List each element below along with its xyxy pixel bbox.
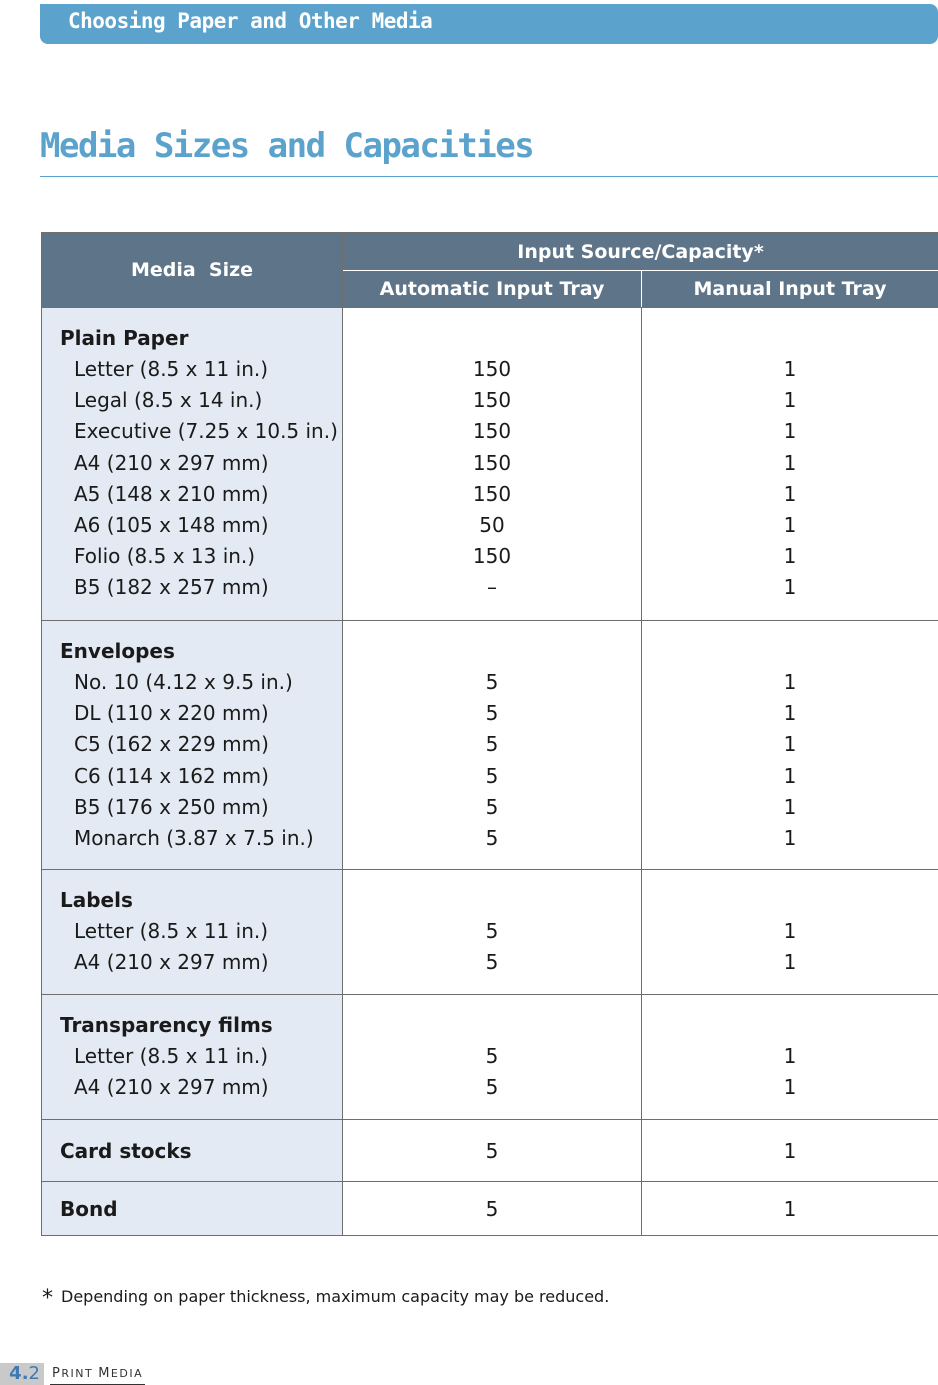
media-size-item: DL (110 x 220 mm) [74,701,269,726]
manual-tray-value: 1 [783,1075,797,1100]
automatic-tray-value: 150 [472,481,512,506]
section-title: Media Sizes and Capacities [40,126,534,166]
automatic-tray-cell [343,995,642,1120]
media-size-cell [42,308,343,621]
manual-tray-cell [642,870,938,995]
footnote [42,1286,609,1311]
media-size-item: Executive (7.25 x 10.5 in.) [74,419,338,444]
column-header-manual-tray: Manual Input Tray [642,271,938,308]
media-size-item: Letter (8.5 x 11 in.) [74,919,269,943]
media-size-item: Letter (8.5 x 11 in.) [74,1044,269,1068]
automatic-tray-value: 5 [485,919,499,943]
manual-tray-value: 1 [783,950,797,975]
manual-tray-value: 1 [783,388,797,413]
manual-tray-value: 1 [783,825,797,850]
manual-tray-cell [642,621,938,870]
manual-tray-value: 1 [783,512,797,537]
page-footer [0,1363,260,1385]
footnote-asterisk: * [42,1286,53,1311]
footnote-text: Depending on paper thickness, maximum capacity may be reduced. [61,1287,610,1306]
media-size-item: A4 (210 x 297 mm) [74,950,269,975]
media-size-item: A4 (210 x 297 mm) [74,450,269,475]
manual-tray-value: 1 [642,1182,938,1236]
media-size-item: C5 (162 x 229 mm) [74,732,269,757]
media-group-title: Envelopes [60,639,175,663]
media-size-cell [42,621,343,870]
media-size-item: Legal (8.5 x 14 in.) [74,388,263,413]
page-chapter: 4. [9,1363,29,1384]
manual-tray-cell [642,995,938,1120]
manual-tray-value: 1 [783,544,797,569]
manual-tray-value: 1 [783,794,797,819]
automatic-tray-value: 5 [485,763,499,788]
media-size-cell [42,1182,343,1236]
manual-tray-value: 1 [783,1044,797,1068]
table-row [42,621,938,870]
automatic-tray-value: 5 [485,670,499,694]
automatic-tray-value: 50 [479,512,505,537]
manual-tray-value: 1 [783,701,797,726]
media-size-item: C6 (114 x 162 mm) [74,763,269,788]
automatic-tray-cell [343,621,642,870]
automatic-tray-value: 5 [485,1075,499,1100]
manual-tray-value: 1 [783,357,797,381]
automatic-tray-cell [343,308,642,621]
table-row [42,1182,938,1236]
footer-chapter-label: PRINT MEDIA [50,1367,145,1385]
automatic-tray-value: 5 [485,794,499,819]
media-size-item: No. 10 (4.12 x 9.5 in.) [74,670,293,694]
media-group-title: Plain Paper [60,326,189,350]
table-body [42,308,938,1236]
section-title-rule [40,176,938,177]
automatic-tray-cell [343,870,642,995]
manual-tray-value: 1 [783,481,797,506]
page-index: 2 [28,1363,40,1384]
media-group-title: Bond [60,1196,118,1221]
media-capacity-table [41,232,938,1236]
automatic-tray-value: – [487,575,497,600]
media-size-item: Letter (8.5 x 11 in.) [74,357,269,381]
automatic-tray-value: 5 [343,1182,642,1236]
automatic-tray-value: 150 [472,388,512,413]
media-size-item: Folio (8.5 x 13 in.) [74,544,256,569]
media-size-item: B5 (176 x 250 mm) [74,794,269,819]
manual-tray-value: 1 [783,419,797,444]
column-header-automatic-tray: Automatic Input Tray [343,271,642,308]
media-group-title: Labels [60,888,133,912]
manual-tray-value: 1 [783,732,797,757]
media-size-item: A6 (105 x 148 mm) [74,512,269,537]
manual-tray-value: 1 [642,1120,938,1182]
manual-tray-value: 1 [783,919,797,943]
automatic-tray-value: 5 [485,825,499,850]
media-size-item: B5 (182 x 257 mm) [74,575,269,600]
page-number [0,1363,44,1385]
automatic-tray-value: 5 [485,1044,499,1068]
table-row [42,995,938,1120]
media-size-item: A4 (210 x 297 mm) [74,1075,269,1100]
manual-tray-value: 1 [783,763,797,788]
manual-tray-value: 1 [783,575,797,600]
column-header-media-size: Media Size [42,233,343,308]
manual-tray-cell [642,308,938,621]
media-group-title: Card stocks [60,1138,192,1163]
manual-tray-value: 1 [783,450,797,475]
automatic-tray-value: 150 [472,357,512,381]
media-size-item: Monarch (3.87 x 7.5 in.) [74,825,314,850]
media-group-title: Transparency films [60,1013,273,1037]
table-row [42,1120,938,1182]
media-size-item: A5 (148 x 210 mm) [74,481,269,506]
chapter-header-bar [40,4,938,44]
chapter-title: Choosing Paper and Other Media [68,9,433,33]
automatic-tray-value: 5 [485,701,499,726]
automatic-tray-value: 150 [472,419,512,444]
manual-tray-value: 1 [783,670,797,694]
automatic-tray-value: 5 [485,950,499,975]
media-size-cell [42,995,343,1120]
automatic-tray-value: 5 [343,1120,642,1182]
column-header-input-source: Input Source/Capacity* [343,233,938,271]
automatic-tray-value: 5 [485,732,499,757]
table-row [42,308,938,621]
media-size-cell [42,1120,343,1182]
automatic-tray-value: 150 [472,450,512,475]
automatic-tray-value: 150 [472,544,512,569]
table-row [42,870,938,995]
media-size-cell [42,870,343,995]
